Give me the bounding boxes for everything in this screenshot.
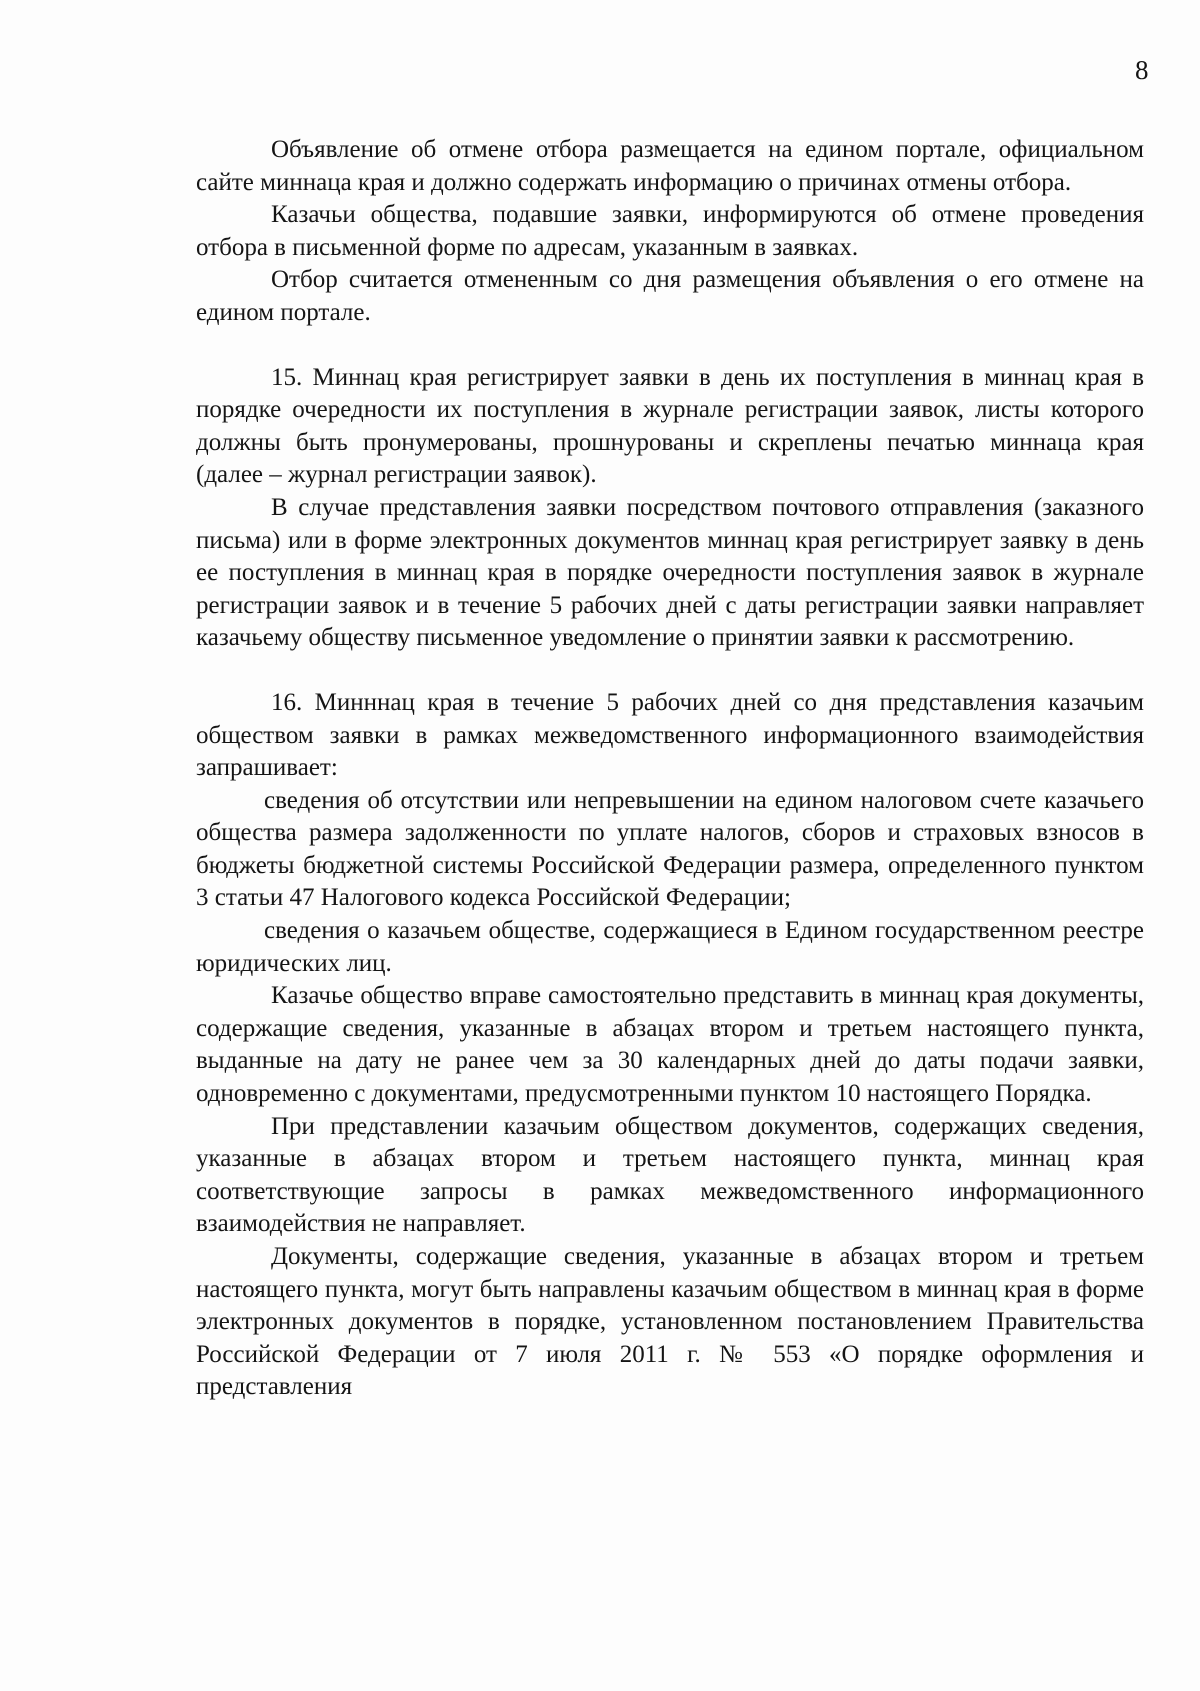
paragraph-item-16-self-submission: Казачье общество вправе самостоятельно представить в миннац края документы, содержащие сведения, указанные в абзацах втором и третьем настоящего пункта, выданные на дату не ранее чем за 30 календарных дней до даты подачи заявки, одновременно с документами, предусмотренными пунктом 10 настоящего Порядка.: [196, 982, 1144, 1108]
document-body: [196, 134, 1144, 1404]
paragraph-societies-informed: Казачьи общества, подавшие заявки, информируются об отмене проведения отбора в письменной форме по адресам, указанным в заявках.: [196, 201, 1144, 261]
paragraph-item-16-electronic: Документы, содержащие сведения, указанные в абзацах втором и третьем настоящего пункта, могут быть направлены казачьим обществом в миннац края в форме электронных документов в порядке, установленном постановлением Правительства Российской Федерации от 7 июля 2011 г. № 553 «О порядке оформления и представления: [196, 1243, 1144, 1401]
paragraph-item-16-tax-info: сведения об отсутствии или непревышении на едином налоговом счете казачьего общества размера задолженности по уплате налогов, сборов и страховых взносов в бюджеты бюджетной системы Российской Федерации размера, определенного пунктом 3 статьи 47 Налогового кодекса Российской Федерации;: [196, 786, 1144, 912]
paragraph-cancellation-effective: Отбор считается отмененным со дня размещения объявления о его отмене на едином портале.: [196, 266, 1144, 326]
paragraph-item-16-no-requests: При представлении казачьим обществом документов, содержащих сведения, указанные в абзацах втором и третьем настоящего пункта, миннац края соответствующие запросы в рамках межведомственного информационного взаимодействия не направляет.: [196, 1112, 1144, 1238]
page-number: 8: [1135, 55, 1149, 85]
paragraph-item-16-registry-info: сведения о казачьем обществе, содержащиеся в Едином государственном реестре юридических лиц.: [196, 917, 1144, 977]
paragraph-item-15: 15. Миннац края регистрирует заявки в день их поступления в миннац края в порядке очередности их поступления в журнале регистрации заявок, листы которого должны быть пронумерованы, прошнурованы и скреплены печатью миннаца края (далее – журнал регистрации заявок).: [196, 363, 1144, 489]
paragraph-item-15-postal: В случае представления заявки посредством почтового отправления (заказного письма) или в форме электронных документов миннац края регистрирует заявку в день ее поступления в миннац края в порядке очередности поступления заявок в журнале регистрации заявок и в течение 5 рабочих дней с даты регистрации заявки направляет казачьему обществу письменное уведомление о принятии заявки к рассмотрению.: [196, 493, 1144, 652]
paragraph-cancellation-notice: Объявление об отмене отбора размещается на едином портале, официальном сайте миннаца края и должно содержать информацию о причинах отмены отбора.: [196, 136, 1144, 196]
paragraph-item-16: 16. Минннац края в течение 5 рабочих дней со дня представления казачьим обществом заявки в рамках межведомственного информационного взаимодействия запрашивает:: [196, 688, 1144, 782]
